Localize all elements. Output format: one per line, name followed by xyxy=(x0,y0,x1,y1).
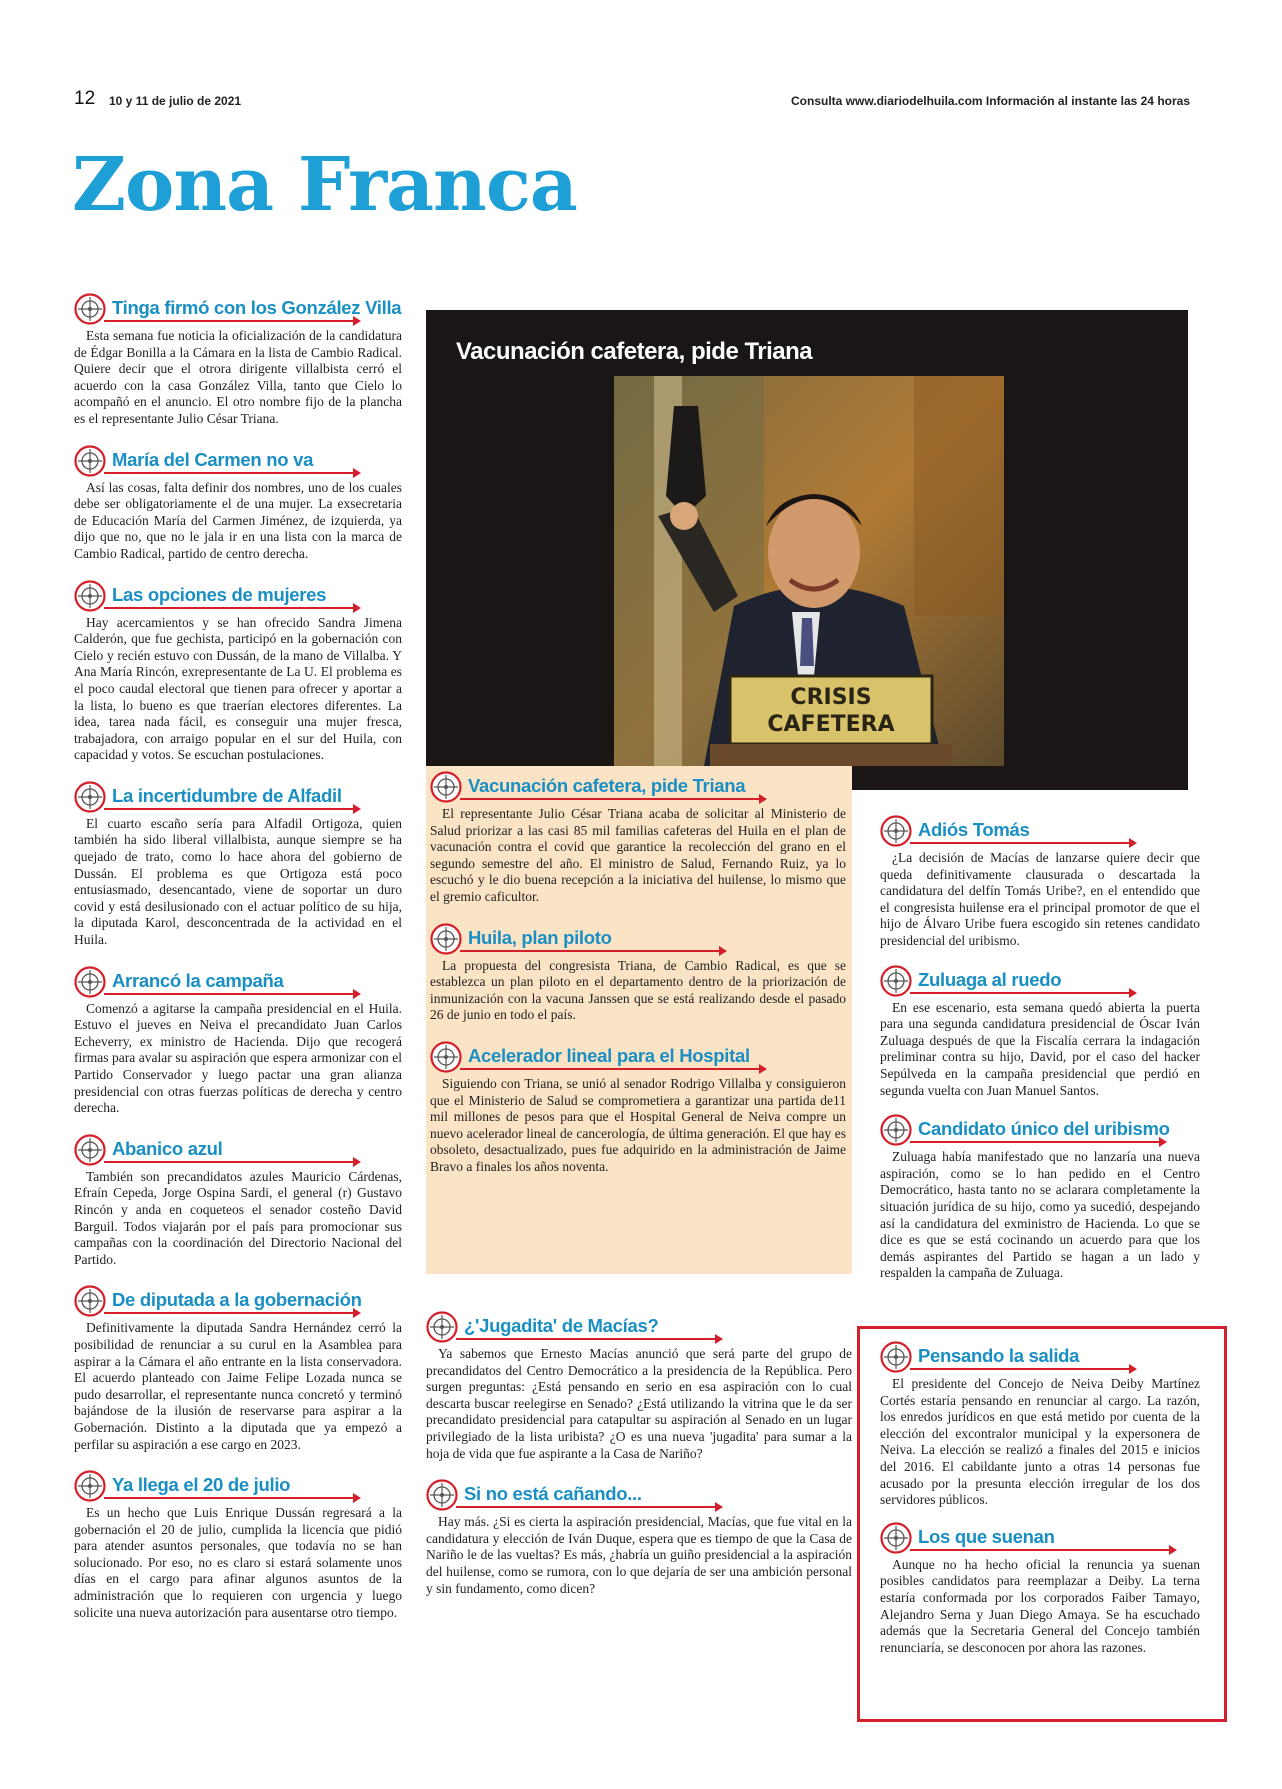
crosshair-icon xyxy=(426,1479,458,1511)
sign-crisis: CRISIS xyxy=(790,685,872,710)
brief-body: Siguiendo con Triana, se unió al senador Rodrigo Villalba y consiguieron que el Ministerio de Salud se comprometiera a garantizar una partida de11 mil millones de pesos para que el Hospital General de Neiva compre un nuevo acelerador lineal de cancerología, de última generación. El que hay es obsoleto, desactualizado, pues fue adquirido en la administración de Jaime Bravo a finales los años noventa. xyxy=(430,1075,846,1174)
brief-heading: Acelerador lineal para el Hospital xyxy=(468,1044,750,1066)
brief xyxy=(880,814,1200,950)
brief-heading: De diputada a la gobernación xyxy=(112,1289,362,1311)
brief-body: También son precandidatos azules Mauricio Cárdenas, Efraín Cepeda, Jorge Ospina Sardi, el general (r) Gustavo Rincón y anda en coqueteos el senador costeño David Barguil. Todos viajarán por el país para promocionar sus campañas con la coordinación del Directorio Nacional del Partido. xyxy=(74,1168,402,1267)
photo-title: Vacunación cafetera, pide Triana xyxy=(456,338,813,365)
brief xyxy=(74,1469,402,1621)
crosshair-icon xyxy=(430,923,462,955)
brief-body: Es un hecho que Luis Enrique Dussán regresará a la gobernación el 20 de julio, cumplida la licencia que pidió para atender asuntos personales, que todavía no se han solucionado. Por eso, no es claro si estará solamente unos días en el cargo para afinar algunos asuntos de la administración que lo requieren con urgencia y luego solicite una nueva autorización para ausentarse otro tiempo. xyxy=(74,1505,402,1620)
middle-column-lower xyxy=(426,1310,852,1597)
brief-body: Así las cosas, falta definir dos nombres, uno de los cuales debe ser obligatoriamente el de una mujer. La exsecretaria de Educación María del Carmen Jiménez, de izquierda, ya dijo que no, que no le jala ir en una lista con la marca de Cambio Radical, partido de centro derecha. xyxy=(74,479,402,561)
brief-body: Hay acercamientos y se han ofrecido Sandra Jimena Calderón, que fue gechista, participó en la gobernación con Cielo y recién estuvo con Dussán, de la mano de Villalba. Y Ana María Rincón, exrepresentante de La U. El problema es el poco caudal electoral que tienen para ofrecer y aportar a la lista, lo bueno es que traerían electores diferentes. La idea, tarea nada fácil, es conseguir una mujer fresca, trabajadora, con arraigo popular en el sur del Huila, con capacidad y votos. Se escuchan postulaciones. xyxy=(74,614,402,763)
brief xyxy=(430,1040,846,1176)
crosshair-icon xyxy=(74,1134,106,1166)
brief-heading: Candidato único del uribismo xyxy=(918,1118,1170,1140)
brief xyxy=(880,1521,1200,1657)
brief-body: En ese escenario, esta semana quedó abierta la puerta para una segunda candidatura presidencial de Óscar Iván Zuluaga después de que la Fiscalía cerrara la indagación preliminar contra su hijo, David, por el caso del hacker Sepúlveda en la campaña presidencial que perdió en segunda vuelta con Juan Manuel Santos. xyxy=(880,999,1200,1098)
crosshair-icon xyxy=(74,1285,106,1317)
brief xyxy=(74,965,402,1117)
header-consulta: Consulta www.diariodelhuila.com Información al instante las 24 horas xyxy=(791,94,1190,108)
brief xyxy=(880,1340,1200,1509)
right-column-boxed xyxy=(880,1340,1200,1656)
brief-body: Zuluaga había manifestado que no lanzaría una nueva aspiración, como se lo han pedido en el Centro Democrático, hasta tanto no se aclarara completamente la situación jurídica de su hijo, como ya sucedió, despejando así la candidatura del exministro de Hacienda. Lo que se dice es que se está cocinando un acuerdo para que los demás aspirantes del Partido se hagan a un lado y respalden la campaña de Zuluaga. xyxy=(880,1149,1200,1281)
brief-body: El representante Julio César Triana acaba de solicitar al Ministerio de Salud priorizar a las casi 85 mil familias cafeteras del Huila en el plan de vacunación contra el covid que garantice la recolección del grano en el segundo semestre del año. El ministro de Salud, Fernando Ruiz, ya lo escuchó y le dio buena recepción a la iniciativa del huilense, lo mismo que el gremio caficultor. xyxy=(430,806,846,904)
page-header xyxy=(74,88,1190,118)
brief xyxy=(430,770,846,906)
brief-heading: Adiós Tomás xyxy=(918,819,1030,840)
brief-body: La propuesta del congresista Triana, de Cambio Radical, es que se establezca un plan piloto en el departamento dentro de la priorización de inmunización con la vacuna Janssen que se está realizando desde el pasado 26 de junio en todo el país. xyxy=(430,957,846,1023)
brief-body: Hay más. ¿Si es cierta la aspiración presidencial, Macías, que fue vital en la candidatura y elección de Iván Duque, espera que es tiempo de que la Casa de Nariño le de las vueltas? Es más, ¿habría un guiño presidencial a la aspiración del huilense, como se rumora, con lo que dejaría de ser una ambición personal y sin fundamento, como dicen? xyxy=(426,1514,852,1596)
crosshair-icon xyxy=(74,293,106,325)
left-column xyxy=(74,292,402,1621)
photo-illustration xyxy=(614,376,1004,766)
brief-body: ¿La decisión de Macías de lanzarse quiere decir que queda definitivamente clausurada o descartada la candidatura del delfín Tomás Uribe?, en el entendido que el congresista huilense era el principal promotor de que el hijo de Álvaro Uribe fuera escogido sin retenes candidato presidencial del uribismo. xyxy=(880,850,1200,948)
brief-body: Aunque no ha hecho oficial la renuncia ya suenan posibles candidatos para reemplazar a Deiby. La terna estaría conformada por los corporados Faiber Tamayo, Alejandro Serna y Juan Diego Amaya. Se ha escuchado además que la Secretaria General del Concejo también renunciaría, se desconocen por ahora las razones. xyxy=(880,1556,1200,1655)
brief xyxy=(74,292,402,428)
photo-panel xyxy=(426,310,1188,790)
brief-body: Comenzó a agitarse la campaña presidencial en el Huila. Estuvo el jueves en Neiva el precandidato Juan Carlos Echeverry, ex ministro de Hacienda. Dijo que recogerá firmas para avalar su aspiración que espera armonizar con el Partido Conservador y luego pactar una gran alianza presidencial con otras fuerzas políticas de derecha y centro derecha. xyxy=(74,1000,402,1116)
brief-heading: Tinga firmó con los González Villa xyxy=(112,297,402,318)
brief xyxy=(74,444,402,563)
crosshair-icon xyxy=(74,966,106,998)
brief-heading: Los que suenan xyxy=(918,1525,1055,1547)
crosshair-icon xyxy=(74,1470,106,1502)
brief-body: Esta semana fue noticia la oficialización de la candidatura de Édgar Bonilla a la Cámara en la lista de Cambio Radical. Quiere decir que el otrora dirigente villalbista cerró el acuerdo con la casa González Villa, tanto que Cielo lo acompañó en el anuncio. El otro nombre fijo de la plancha es el representante Julio César Triana. xyxy=(74,328,402,426)
crosshair-icon xyxy=(880,1522,912,1554)
diamond-divider xyxy=(74,243,1190,259)
brief xyxy=(74,1284,402,1453)
brief xyxy=(880,1113,1200,1282)
brief xyxy=(880,964,1200,1100)
brief-heading: Si no está cañando... xyxy=(464,1483,642,1505)
brief xyxy=(426,1478,852,1597)
page-date: 10 y 11 de julio de 2021 xyxy=(109,94,242,108)
brief xyxy=(74,1133,402,1269)
middle-column xyxy=(430,770,846,1176)
brief-heading: La incertidumbre de Alfadil xyxy=(112,784,342,806)
brief-heading: Huila, plan piloto xyxy=(468,926,612,948)
crosshair-icon xyxy=(74,445,106,477)
brief-body: Definitivamente la diputada Sandra Hernández cerró la posibilidad de renunciar a su curul en la Asamblea para aspirar a la Cámara el año entrante en la lista conservadora. El acuerdo planteado con Jaime Felipe Lozada nunca se pudo desarrollar, el representante nunca concretó y terminó bajándose de la ilusión de reservarse para aspirar a la Gobernación. Distinto a la diputada que ya empezó a perfilar su aspiración a ese cargo en 2023. xyxy=(74,1320,402,1452)
crosshair-icon xyxy=(430,771,462,803)
section-title: Zona Franca xyxy=(72,142,577,228)
brief xyxy=(74,579,402,764)
brief-heading: Arrancó la campaña xyxy=(112,969,284,991)
brief-heading: Vacunación cafetera, pide Triana xyxy=(468,775,746,796)
sign-cafetera: CAFETERA xyxy=(767,712,895,737)
page-number: 12 xyxy=(74,88,96,109)
brief-heading: Zuluaga al ruedo xyxy=(918,968,1062,990)
brief xyxy=(430,922,846,1024)
brief xyxy=(426,1310,852,1462)
crosshair-icon xyxy=(426,1311,458,1343)
brief-body: Ya sabemos que Ernesto Macías anunció que será parte del grupo de precandidatos del Centro Democrático a la presidencia de la República. Pero surgen preguntas: ¿Está pensando en serio en esa aspiración con lo cual descarta buscar reelegirse en Senado? ¿Está utilizando la vitrina que le da ser precandidato presidencial para catapultar su aspiración al Senado en un lugar privilegiado de la lista uribista? ¿O es una nueva 'jugadita' para sumar a la hoja de vida que fue aspirante a la Casa de Nariño? xyxy=(426,1346,852,1461)
photo xyxy=(614,376,1004,766)
brief-heading: Pensando la salida xyxy=(918,1345,1080,1366)
right-column xyxy=(880,814,1200,1282)
crosshair-icon xyxy=(430,1041,462,1073)
brief xyxy=(74,780,402,949)
brief-heading: ¿'Jugadita' de Macías? xyxy=(464,1315,659,1336)
brief-body: El cuarto escaño sería para Alfadil Ortigoza, quien también ha sido liberal villalbista, aunque siempre se ha quejado de trato, como lo hace ahora del gobierno de Dussán. El problema es que Ortigoza está poco entusiasmado, desencantado, viene de soportar un duro covid y está desilusionado con el actuar político de su hija, la diputada Karol, desconcentrada de la actividad en el Huila. xyxy=(74,815,402,948)
brief-heading: María del Carmen no va xyxy=(112,448,314,470)
crosshair-icon xyxy=(74,580,106,612)
brief-body: El presidente del Concejo de Neiva Deiby Martínez Cortés estaría pensando en renunciar al cargo. La razón, los enredos jurídicos en que está metido por cuenta de la elección del excontralor municipal y la expersonera de Neiva. La elección se realizó a finales del 2015 e inicios del 2016. El cabildante junto a otras 14 personas fue acusado por la presunta elección irregular de los dos servidores públicos. xyxy=(880,1376,1200,1508)
brief-heading: Ya llega el 20 de julio xyxy=(112,1474,291,1496)
crosshair-icon xyxy=(880,1114,912,1146)
crosshair-icon xyxy=(880,1341,912,1373)
brief-heading: Las opciones de mujeres xyxy=(112,583,327,605)
crosshair-icon xyxy=(74,781,106,813)
crosshair-icon xyxy=(880,965,912,997)
brief-heading: Abanico azul xyxy=(112,1137,223,1159)
crosshair-icon xyxy=(880,815,912,847)
